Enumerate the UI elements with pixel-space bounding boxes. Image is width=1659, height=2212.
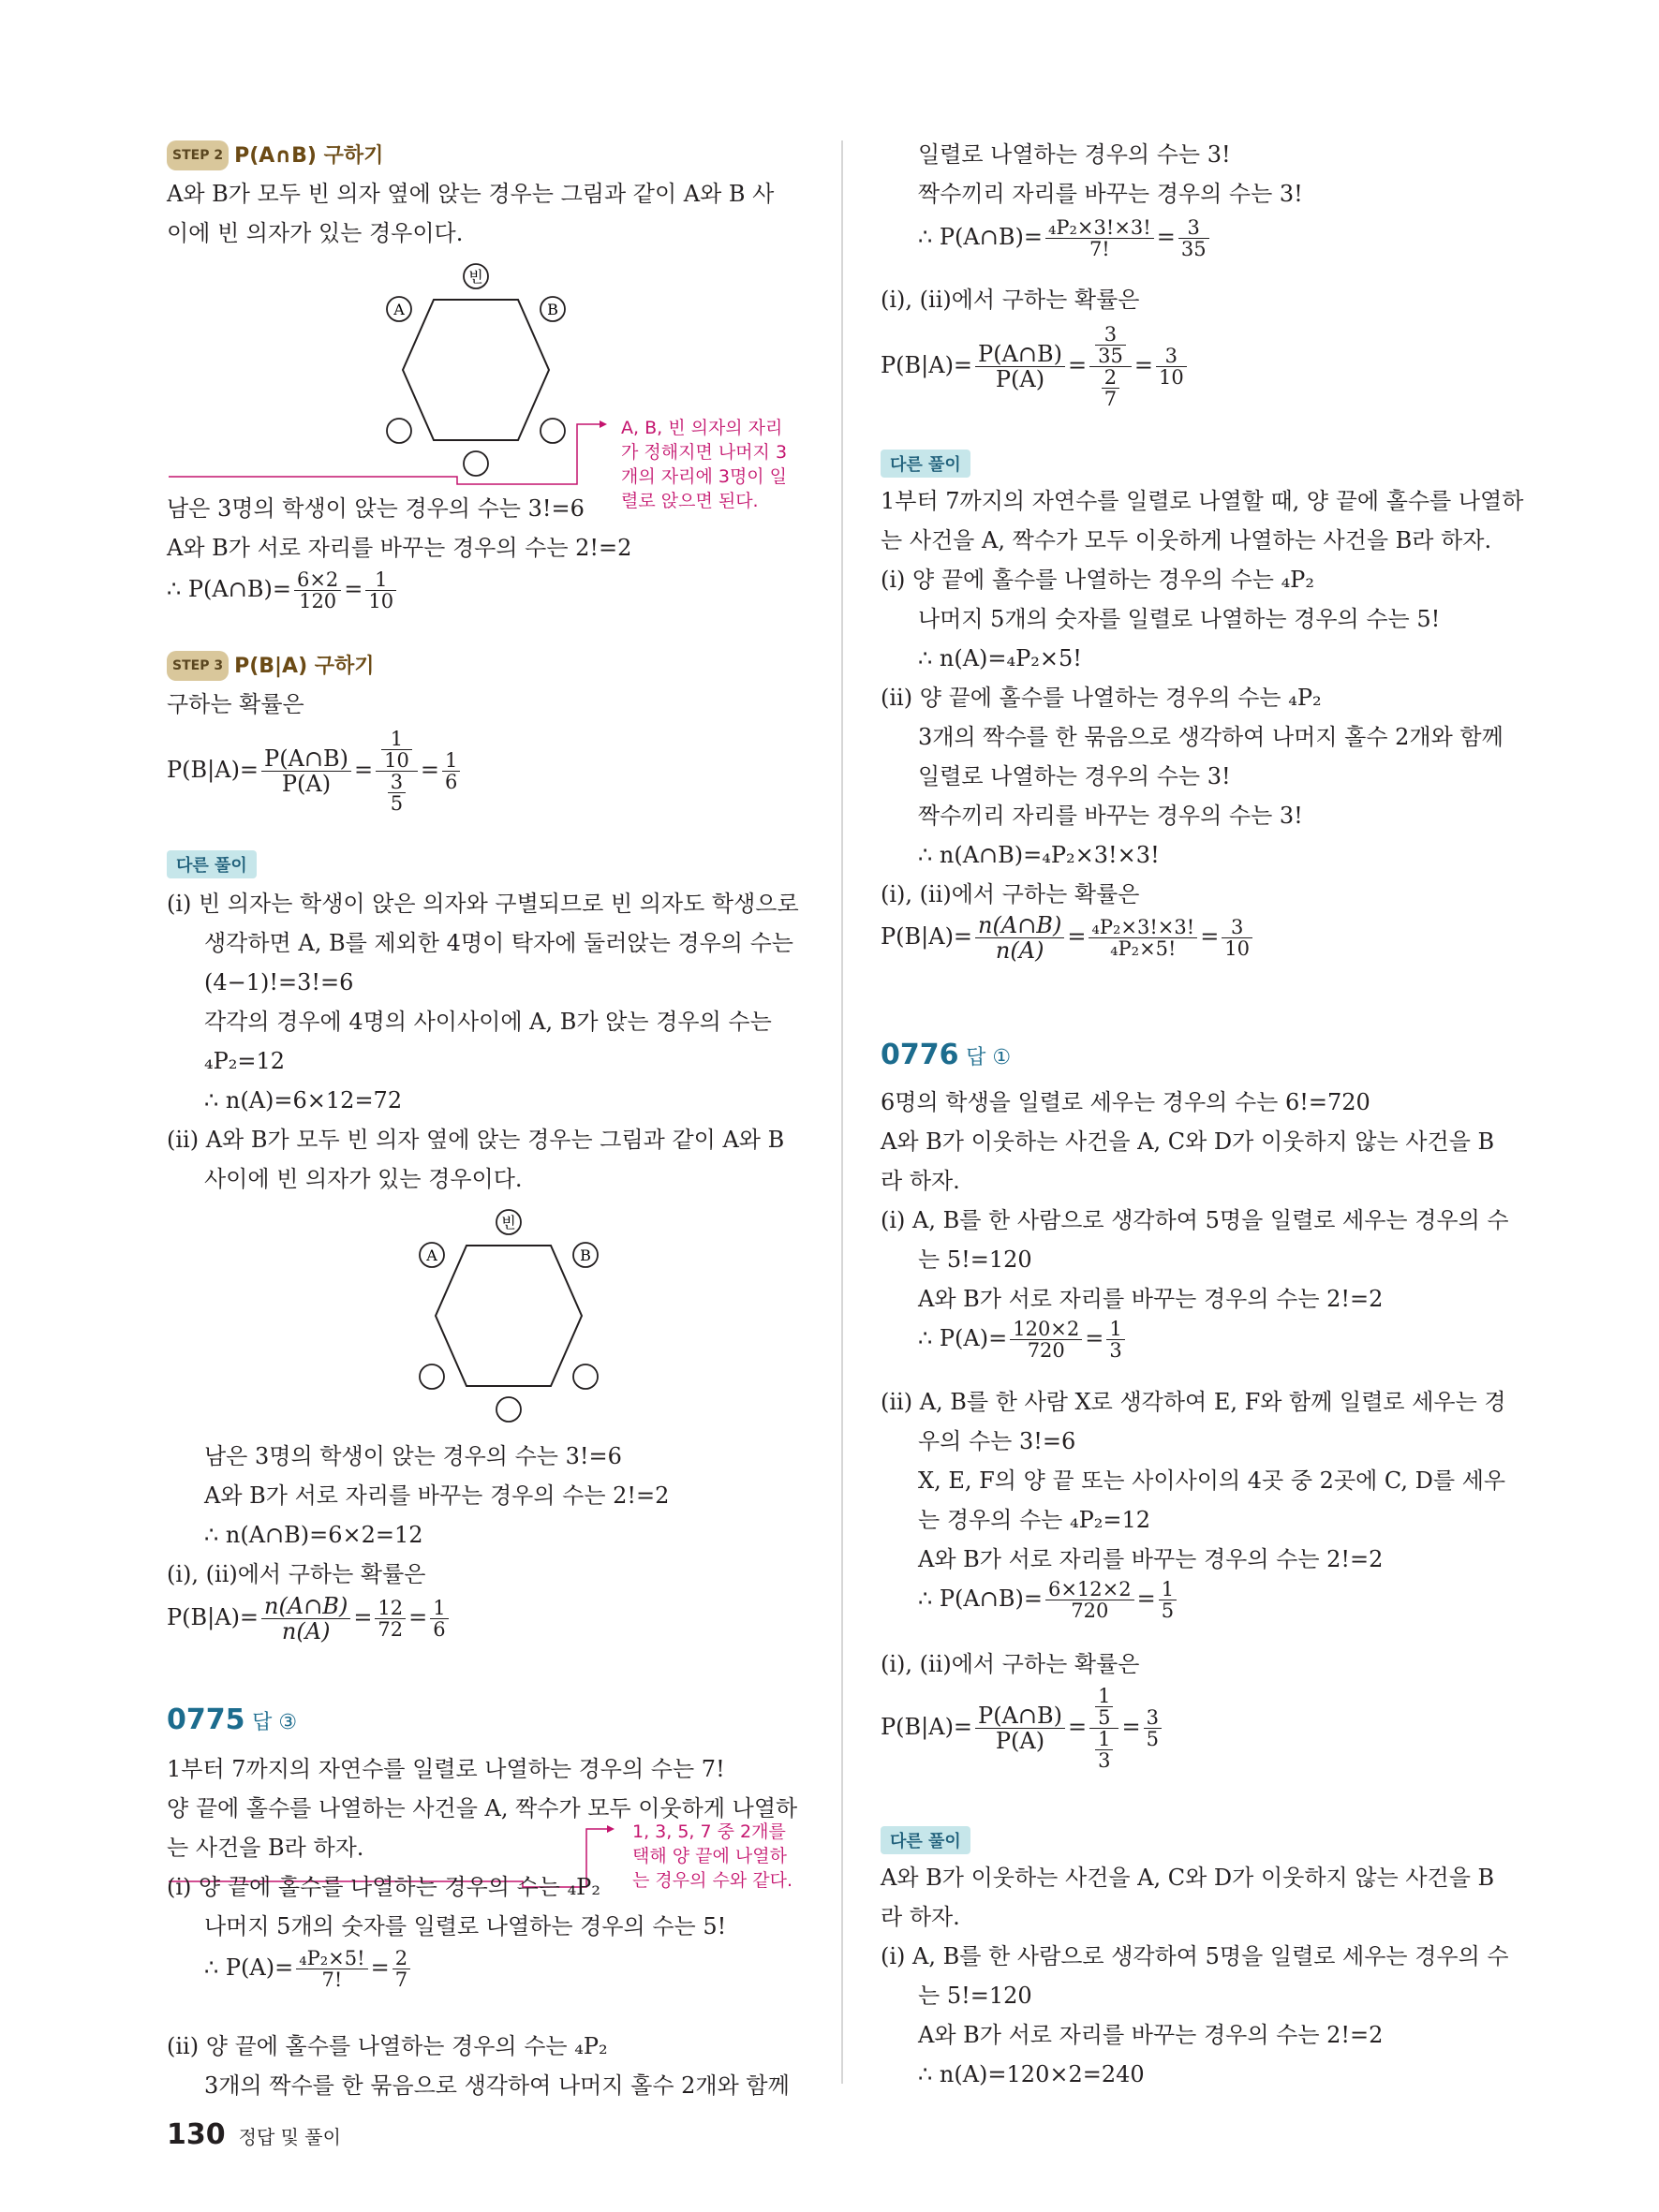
text-line: 우의 수는 3!=6 (918, 1428, 1076, 1454)
text-line: A와 B가 서로 자리를 바꾸는 경우의 수는 2!=2 (918, 1546, 1384, 1572)
text-line: 나머지 5개의 숫자를 일렬로 나열하는 경우의 수는 5! (918, 606, 1441, 632)
formula-4: ∴ P(A)= $\frac{\text{₄P₂×5!}}{7!}$ = $\frac{2}{7}$ (204, 1948, 413, 1990)
answer-label: 답 ③ (252, 1711, 298, 1734)
numerator: 6×12×2 (1045, 1579, 1134, 1600)
text-line: A와 B가 이웃하는 사건을 A, C와 D가 이웃하지 않는 사건을 B (881, 1865, 1495, 1891)
denominator: 120 (299, 590, 337, 612)
formula-5: ∴ P(A∩B)= $\frac{\text{₄P₂×3!×3!}}{7!}$ = $\frac{3}{35}$ (918, 217, 1212, 259)
denominator: P(A) (995, 366, 1045, 392)
text-line: (i) A, B를 한 사람으로 생각하여 5명을 일렬로 세우는 경우의 수 (881, 1207, 1509, 1233)
denominator: ₄P₂×5! (1110, 937, 1177, 960)
text-line: (i), (ii)에서 구하는 확률은 (167, 1561, 426, 1587)
text-line: (i), (ii)에서 구하는 확률은 (881, 287, 1140, 313)
alt-solution-badge: 다른 풀이 (881, 450, 970, 478)
text-line: X, E, F의 양 끝 또는 사이사이의 4곳 중 2곳에 C, D를 세우 (918, 1467, 1506, 1494)
numerator: P(A∩B) (261, 746, 351, 772)
text-line: (ii) A, B를 한 사람 X로 생각하여 E, F와 함께 일렬로 세우는 경 (881, 1389, 1506, 1415)
step3-badge: STEP 3 (167, 651, 229, 681)
note-arrow-1 (167, 417, 607, 492)
text-line: (i) 빈 의자는 학생이 앉은 의자와 구별되므로 빈 의자도 학생으로 (167, 891, 799, 917)
numerator: 1 (365, 569, 396, 591)
page-footer (167, 2118, 341, 2151)
denominator: n(A) (995, 937, 1044, 964)
numerator: 3 (1222, 917, 1252, 938)
note-line: A, B, 빈 의자의 자리 (621, 418, 783, 438)
denominator: 6 (433, 1618, 446, 1641)
denominator: 7 (394, 1969, 408, 1991)
text-line: (i) A, B를 한 사람으로 생각하여 5명을 일렬로 세우는 경우의 수 (881, 1943, 1509, 1969)
denominator: 720 (1071, 1600, 1109, 1622)
note-line: 렬로 앉으면 된다. (621, 491, 759, 511)
numerator: 2 (1102, 367, 1119, 389)
text-line: (4−1)!=3!=6 (204, 969, 354, 995)
denominator: 3 (1109, 1339, 1122, 1362)
numerator: 6×2 (294, 569, 341, 591)
numerator: 1 (1159, 1579, 1177, 1600)
text-line: 는 사건을 A, 짝수가 모두 이웃하게 나열하는 사건을 B라 하자. (881, 527, 1492, 553)
hex-label-top: 빈 (501, 1214, 516, 1231)
text-line: (ii) A와 B가 모두 빈 의자 옆에 앉는 경우는 그림과 같이 A와 B (167, 1127, 785, 1153)
step3-heading (167, 651, 375, 681)
numerator: 1 (442, 750, 460, 772)
hex-label-a: A (393, 301, 405, 318)
denominator: 35 (1180, 238, 1207, 260)
denominator: P(A) (281, 771, 332, 797)
denominator: 35 (1098, 345, 1123, 367)
problem-number: 0775 (167, 1703, 245, 1736)
formula-1: ∴ P(A∩B)= $\frac{6\times 2}{120}$ = $\frac{1}{10}$ (167, 569, 399, 612)
denominator: 5 (1161, 1600, 1175, 1622)
footer-label: 정답 및 풀이 (238, 2126, 341, 2148)
alt-solution-badge: 다른 풀이 (881, 1826, 970, 1854)
numerator: n(A∩B) (978, 912, 1062, 938)
numerator: P(A∩B) (975, 342, 1065, 367)
formula-lhs: ∴ P(A)= (204, 1954, 294, 1981)
margin-note-2 (632, 1820, 792, 1893)
hex-label-b: B (580, 1246, 591, 1264)
denominator: 6 (444, 771, 458, 793)
numerator: 2 (393, 1948, 410, 1969)
numerator: P(A∩B) (975, 1703, 1065, 1729)
seat-left (420, 1364, 444, 1389)
text-line: A와 B가 서로 자리를 바꾸는 경우의 수는 2!=2 (918, 1286, 1384, 1312)
step2-heading (167, 140, 383, 170)
denominator: 7 (1104, 388, 1118, 410)
formula-lhs: P(B|A)= (167, 1604, 259, 1630)
formula-7: P(B|A)= $\frac{n(A\cap B)}{n(A)}$ = $\frac{\text{₄P₂×3!×3!}}{\text{₄P₂×5!}}$ = $\frac{3}{10}$ (881, 913, 1255, 963)
denominator: 72 (378, 1618, 404, 1641)
denominator: 10 (1158, 366, 1184, 389)
text-line: (ii) 양 끝에 홀수를 나열하는 경우의 수는 ₄P₂ (881, 685, 1322, 711)
numerator: 3 (1144, 1707, 1162, 1729)
text-line: 3개의 짝수를 한 묶음으로 생각하여 나머지 홀수 2개와 함께 (204, 2072, 790, 2099)
numerator: ₄P₂×5! (296, 1948, 367, 1969)
text-line: A와 B가 이웃하는 사건을 A, C와 D가 이웃하지 않는 사건을 B (881, 1128, 1495, 1155)
text-line: 는 5!=120 (918, 1983, 1032, 2009)
hex-label-b: B (547, 301, 558, 318)
formula-lhs: ∴ P(A)= (918, 1325, 1008, 1351)
formula-lhs: ∴ P(A∩B)= (918, 224, 1043, 250)
formula-3: P(B|A)= $\frac{n(A\cap B)}{n(A)}$ = $\frac{12}{72}$ = $\frac{1}{6}$ (167, 1594, 452, 1644)
page-number: 130 (167, 2118, 226, 2151)
text-line: 구하는 확률은 (167, 691, 304, 717)
denominator: P(A) (995, 1728, 1045, 1754)
denominator: 5 (1146, 1728, 1159, 1750)
text-line: 짝수끼리 자리를 바꾸는 경우의 수는 3! (918, 803, 1303, 829)
numerator: 3 (1095, 324, 1126, 346)
text-line: 남은 3명의 학생이 앉는 경우의 수는 3!=6 (167, 495, 585, 522)
numerator: ₄P₂×3!×3! (1045, 217, 1154, 239)
problem-0776-header (881, 1041, 1011, 1072)
formula-lhs: P(B|A)= (881, 1714, 973, 1740)
note-line: 1, 3, 5, 7 중 2개를 (632, 1821, 786, 1842)
text-line: ∴ n(A)=₄P₂×5! (918, 645, 1082, 671)
text-line: A와 B가 서로 자리를 바꾸는 경우의 수는 2!=2 (167, 535, 632, 561)
numerator: 1 (381, 729, 412, 750)
text-line: 는 5!=120 (918, 1246, 1032, 1273)
step2-title: P(A∩B) 구하기 (234, 144, 384, 168)
hex-label-a: A (426, 1246, 437, 1264)
text-line: 일렬로 나열하는 경우의 수는 3! (918, 141, 1231, 168)
formula-6: P(B|A)= $\frac{P(A\cap B)}{P(A)}$ = $\frac{\frac{3}{35}}{\frac{2}{7}}$ = $\frac{3}{10}$ (881, 324, 1190, 409)
formula-lhs: ∴ P(A∩B)= (918, 1585, 1043, 1612)
text-line: ∴ n(A)=120×2=240 (918, 2061, 1145, 2087)
text-line: ∴ n(A∩B)=₄P₂×3!×3! (918, 842, 1160, 868)
text-line: A와 B가 모두 빈 의자 옆에 앉는 경우는 그림과 같이 A와 B 사 (167, 181, 775, 207)
note-line: 가 정해지면 나머지 3 (621, 442, 788, 463)
numerator: 3 (1178, 217, 1209, 239)
text-line: 각각의 경우에 4명의 사이사이에 A, B가 앉는 경우의 수는 (204, 1009, 772, 1035)
formula-lhs: P(B|A)= (881, 923, 973, 950)
text-line: A와 B가 서로 자리를 바꾸는 경우의 수는 2!=2 (918, 2022, 1384, 2048)
denominator: 7! (1089, 238, 1110, 260)
text-line: 는 경우의 수는 ₄P₂=12 (918, 1507, 1151, 1533)
denominator: 10 (368, 590, 394, 612)
formula-lhs: P(B|A)= (881, 352, 973, 378)
formula-lhs: ∴ P(A∩B)= (167, 576, 291, 602)
text-line: 생각하면 A, B를 제외한 4명이 탁자에 둘러앉는 경우의 수는 (204, 930, 793, 956)
note-line: 개의 자리에 3명이 일 (621, 466, 788, 487)
answer-label: 답 ① (966, 1046, 1012, 1069)
note-line: 는 경우의 수와 같다. (632, 1870, 792, 1891)
numerator: ₄P₂×3!×3! (1089, 917, 1197, 938)
text-line: (i) 양 끝에 홀수를 나열하는 경우의 수는 ₄P₂ (881, 567, 1314, 593)
text-line: 3개의 짝수를 한 묶음으로 생각하여 나머지 홀수 2개와 함께 (918, 724, 1503, 750)
text-line: 양 끝에 홀수를 나열하는 사건을 A, 짝수가 모두 이웃하게 나열하 (167, 1795, 798, 1821)
text-line: 남은 3명의 학생이 앉는 경우의 수는 3!=6 (204, 1443, 622, 1469)
formula-2: P(B|A)= $\frac{P(A\cap B)}{P(A)}$ = $\frac{\frac{1}{10}}{\frac{3}{5}}$ = $\frac{1}{6}$ (167, 729, 463, 814)
denominator: 7! (321, 1969, 343, 1991)
text-line: (i), (ii)에서 구하는 확률은 (881, 881, 1140, 907)
numerator: 1 (1095, 1686, 1113, 1707)
denominator: 5 (390, 792, 404, 815)
text-line: 1부터 7까지의 자연수를 일렬로 나열하는 경우의 수는 7! (167, 1756, 725, 1782)
denominator: 10 (384, 749, 409, 772)
text-line: 는 사건을 B라 하자. (167, 1835, 364, 1861)
text-line: 라 하자. (881, 1904, 960, 1930)
numerator: 3 (388, 772, 406, 793)
text-line: 라 하자. (881, 1168, 960, 1194)
text-line: ∴ n(A)=6×12=72 (204, 1087, 403, 1113)
numerator: 1 (1095, 1729, 1113, 1750)
text-line: ₄P₂=12 (204, 1048, 286, 1074)
denominator: 10 (1224, 937, 1251, 960)
text-line: 일렬로 나열하는 경우의 수는 3! (918, 763, 1231, 789)
formula-10: P(B|A)= $\frac{P(A\cap B)}{P(A)}$ = $\frac{\frac{1}{5}}{\frac{1}{3}}$ = $\frac{3}{5}$ (881, 1686, 1164, 1771)
text-line: 사이에 빈 의자가 있는 경우이다. (204, 1166, 523, 1192)
numerator: n(A∩B) (264, 1593, 348, 1619)
text-line: (i) 양 끝에 홀수를 나열하는 경우의 수는 ₄P₂ (167, 1874, 600, 1900)
step3-title: P(B|A) 구하기 (234, 655, 375, 678)
text-line: 나머지 5개의 숫자를 일렬로 나열하는 경우의 수는 5! (204, 1913, 727, 1939)
alt-solution-badge: 다른 풀이 (167, 850, 257, 878)
denominator: 3 (1098, 1749, 1111, 1772)
numerator: 1 (1106, 1319, 1124, 1340)
denominator: 5 (1098, 1706, 1111, 1729)
numerator: 12 (375, 1598, 406, 1619)
text-line: 이에 빈 의자가 있는 경우이다. (167, 220, 464, 246)
text-line: 1부터 7까지의 자연수를 일렬로 나열할 때, 양 끝에 홀수를 나열하 (881, 488, 1524, 514)
hex-label-top: 빈 (468, 268, 483, 286)
seat-bottom (496, 1397, 521, 1422)
text-line: (ii) 양 끝에 홀수를 나열하는 경우의 수는 ₄P₂ (167, 2033, 608, 2059)
hexagon-diagram-2 (415, 1208, 602, 1423)
text-line: ∴ n(A∩B)=6×2=12 (204, 1522, 423, 1548)
text-line: A와 B가 서로 자리를 바꾸는 경우의 수는 2!=2 (204, 1482, 670, 1509)
numerator: 1 (430, 1598, 448, 1619)
note-line: 택해 양 끝에 나열하 (632, 1846, 787, 1866)
seat-right (573, 1364, 598, 1389)
denominator: n(A) (281, 1618, 331, 1644)
formula-8: ∴ P(A)= $\frac{120\times 2}{720}$ = $\frac{1}{3}$ (918, 1319, 1128, 1361)
numerator: 3 (1156, 346, 1187, 367)
numerator: 120×2 (1010, 1319, 1082, 1340)
formula-lhs: P(B|A)= (167, 757, 259, 783)
problem-0775-header (167, 1703, 298, 1737)
formula-9: ∴ P(A∩B)= $\frac{6\times 12\times 2}{720}$ = $\frac{1}{5}$ (918, 1579, 1179, 1621)
column-divider (841, 140, 843, 2084)
text-line: (i), (ii)에서 구하는 확률은 (881, 1651, 1140, 1677)
text-line: 짝수끼리 자리를 바꾸는 경우의 수는 3! (918, 181, 1303, 207)
problem-number: 0776 (881, 1039, 959, 1071)
denominator: 720 (1027, 1339, 1065, 1362)
margin-note-1 (621, 416, 787, 513)
step2-badge: STEP 2 (167, 140, 229, 170)
text-line: 6명의 학생을 일렬로 세우는 경우의 수는 6!=720 (881, 1089, 1370, 1115)
